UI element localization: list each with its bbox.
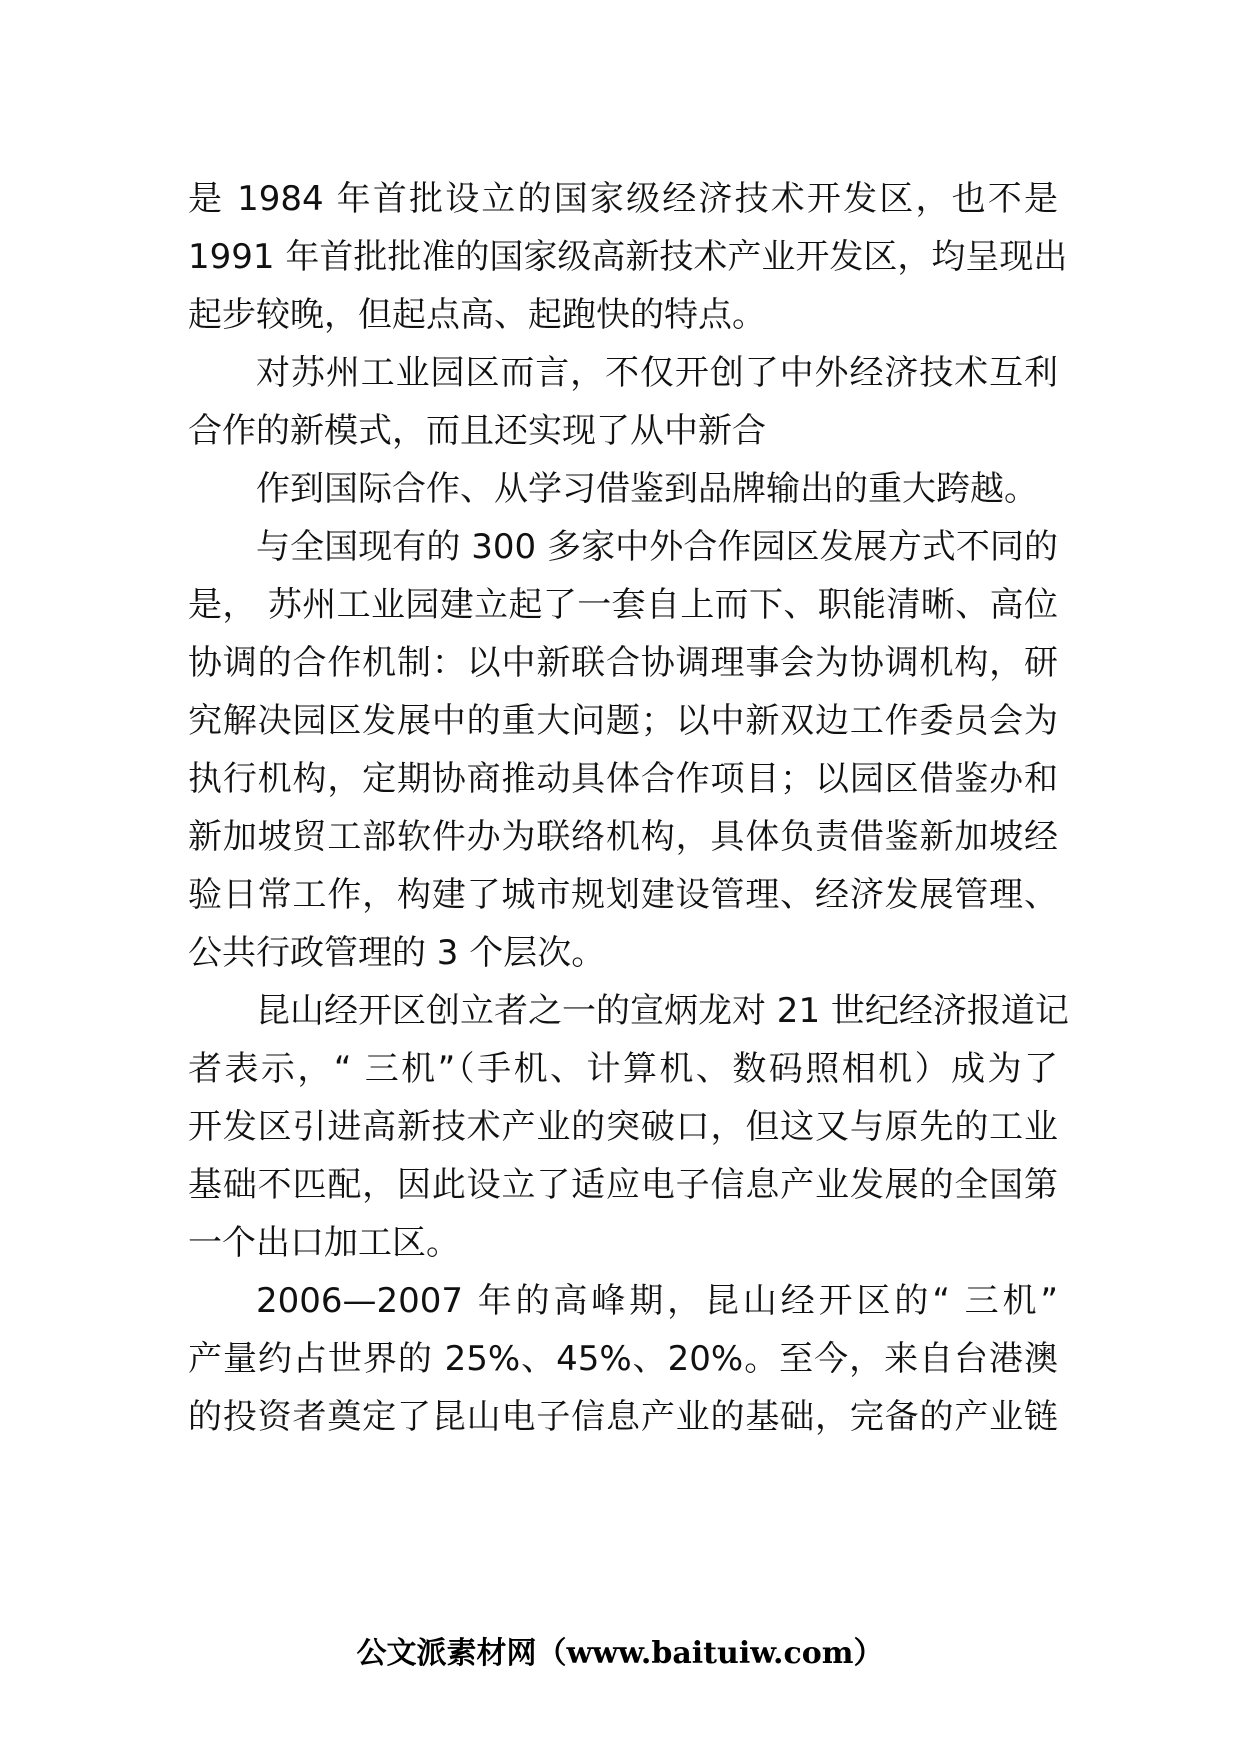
paragraph-first-line: 作到国际合作、从学习借鉴到品牌输出的重大跨越。 <box>256 469 1038 509</box>
text-line: 是， 苏州工业园建立起了一套自上而下、职能清晰、高位 <box>188 585 1058 625</box>
text-line: 协调的合作机制：以中新联合协调理事会为协调机构，研 <box>188 643 1058 683</box>
text-line: 的投资者奠定了昆山电子信息产业的基础，完备的产业链 <box>188 1397 1058 1437</box>
text-line: 产量约占世界的 25%、45%、20%。至今，来自台港澳 <box>188 1339 1058 1379</box>
paragraph-first-line: 2006—2007 年的高峰期，昆山经开区的“ 三机” <box>256 1281 1058 1321</box>
text-line: 执行机构，定期协商推动具体合作项目；以园区借鉴办和 <box>188 759 1058 799</box>
text-line: 一个出口加工区。 <box>188 1223 460 1263</box>
paragraph-first-line: 昆山经开区创立者之一的宣炳龙对 21 世纪经济报道记 <box>256 991 1069 1031</box>
text-line: 新加坡贸工部软件办为联络机构，具体负责借鉴新加坡经 <box>188 817 1058 857</box>
footer-watermark: 公文派素材网（www.baituiw.com） <box>356 1636 884 1671</box>
text-line: 究解决园区发展中的重大问题；以中新双边工作委员会为 <box>188 701 1058 741</box>
text-line: 者表示，“ 三机”（手机、计算机、数码照相机）成为了 <box>188 1049 1058 1089</box>
text-line: 基础不匹配，因此设立了适应电子信息产业发展的全国第 <box>188 1165 1058 1205</box>
text-line: 验日常工作，构建了城市规划建设管理、经济发展管理、 <box>188 875 1058 915</box>
text-line: 起步较晚，但起点高、起跑快的特点。 <box>188 295 766 335</box>
text-line: 开发区引进高新技术产业的突破口，但这又与原先的工业 <box>188 1107 1058 1147</box>
paragraph-first-line: 与全国现有的 300 多家中外合作园区发展方式不同的 <box>256 527 1058 567</box>
text-line: 公共行政管理的 3 个层次。 <box>188 933 606 973</box>
text-line: 合作的新模式，而且还实现了从中新合 <box>188 411 766 451</box>
paragraph-first-line: 对苏州工业园区而言，不仅开创了中外经济技术互利 <box>256 353 1058 393</box>
text-line: 1991 年首批批准的国家级高新技术产业开发区，均呈现出 <box>188 237 1068 277</box>
text-line: 是 1984 年首批设立的国家级经济技术开发区，也不是 <box>188 179 1058 219</box>
